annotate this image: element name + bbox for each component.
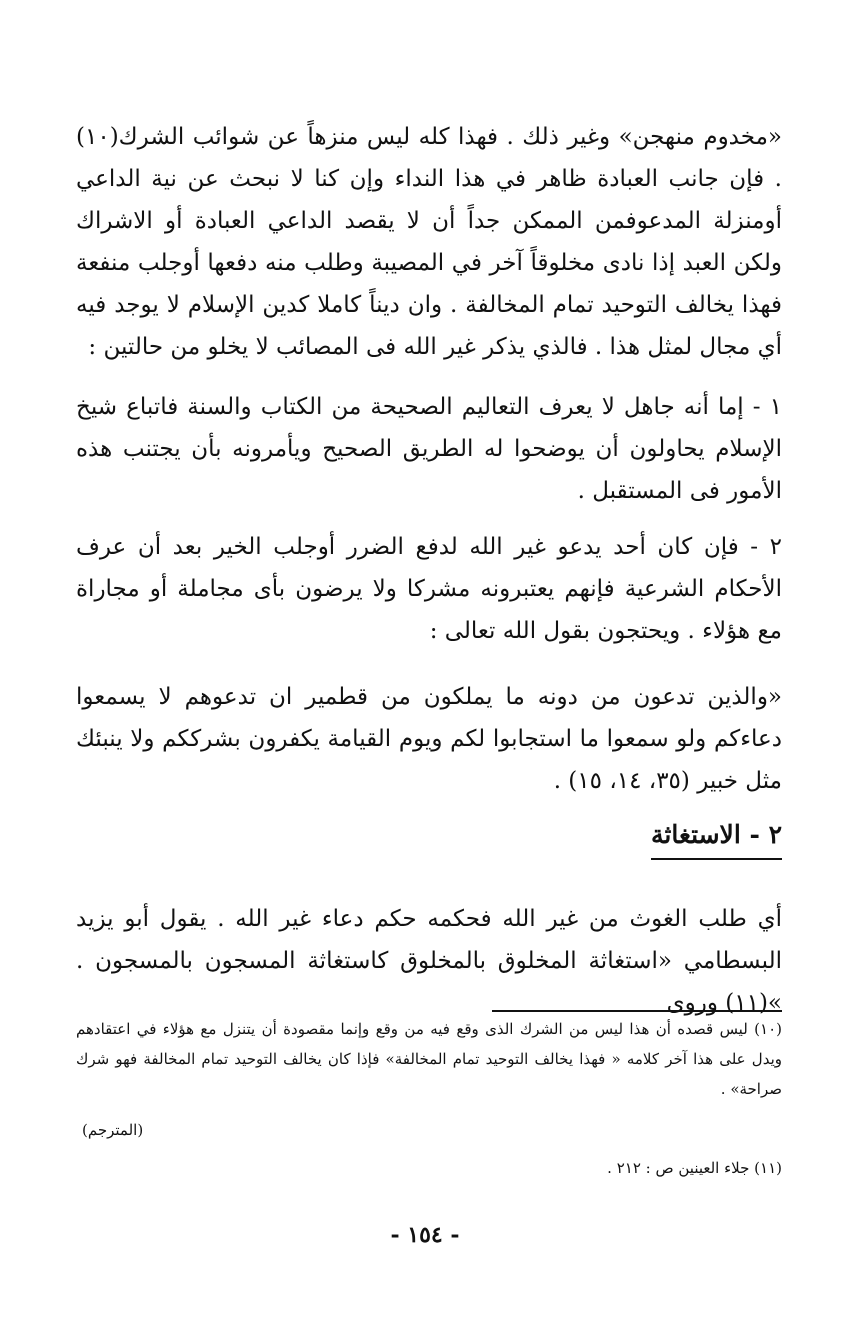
quran-quote: «والذين تدعون من دونه ما يملكون من قطمير ان تدعوهم لا يسمعوا دعاءكم ولو سمعوا ما استجابوا لكم ويوم القيامة يكفرون بشرككم ولا ينبئك مثل خبير (٣٥، ١٤، ١٥) .	[76, 684, 782, 794]
footnote-divider	[492, 1010, 782, 1012]
footnote-11: (١١) جلاء العينين ص : ٢١٢ .	[607, 1159, 782, 1177]
footnote-10: (١٠) ليس قصده أن هذا ليس من الشرك الذى وقع فيه من وقع وإنما مقصودة أن يتنزل مع هؤلاء في اعتقادهم ويدل على هذا آخر كلامه « فهذا يخالف التوحيد تمام المخالفة» فإذا كان يخالف التوحيد تمام المخالفة فهو شرك صراحة» .	[76, 1020, 782, 1098]
page-number: - ١٥٤ -	[390, 1222, 460, 1248]
section-heading: ٢ - الاستغاثة	[651, 818, 782, 860]
paragraph-istighatha: أي طلب الغوث من غير الله فحكمه حكم دعاء غير الله . يقول أبو يزيد البسطامي «استغاثة المخلوق بالمخلوق كاستغاثة المسجون بالمسجون . »(١١) وروى	[76, 906, 782, 1016]
paragraph-intro: «مخدوم منهجن» وغير ذلك . فهذا كله ليس منزهاً عن شوائب الشرك(١٠) . فإن جانب العبادة ظاهر في هذا النداء وإن كنا لا نبحث عن نية الداعي أومنزلة المدعوفمن الممكن جداً أن لا يقصد الداعي العبادة أو الاشراك ولكن العبد إذا نادى مخلوقاً آخر في المصيبة وطلب منه دفعها أوجلب منفعة فهذا يخالف التوحيد تمام المخالفة . وان ديناً كاملا كدين الإسلام لا يوجد فيه أي مجال لمثل هذا . فالذي يذكر غير الله فى المصائب لا يخلو من حالتين :	[76, 124, 782, 360]
translator-note: (المترجم)	[82, 1121, 144, 1139]
paragraph-case-two: ٢ - فإن كان أحد يدعو غير الله لدفع الضرر أوجلب الخير بعد أن عرف الأحكام الشرعية فإنهم يعتبرونه مشركا ولا يرضون بأى مجاملة أو مجاراة مع هؤلاء . ويحتجون بقول الله تعالى :	[76, 534, 782, 644]
paragraph-case-one: ١ - إما أنه جاهل لا يعرف التعاليم الصحيحة من الكتاب والسنة فاتباع شيخ الإسلام يحاولون أن يوضحوا له الطريق الصحيح ويأمرونه بأن يجتنب هذه الأمور فى المستقبل .	[76, 394, 782, 504]
